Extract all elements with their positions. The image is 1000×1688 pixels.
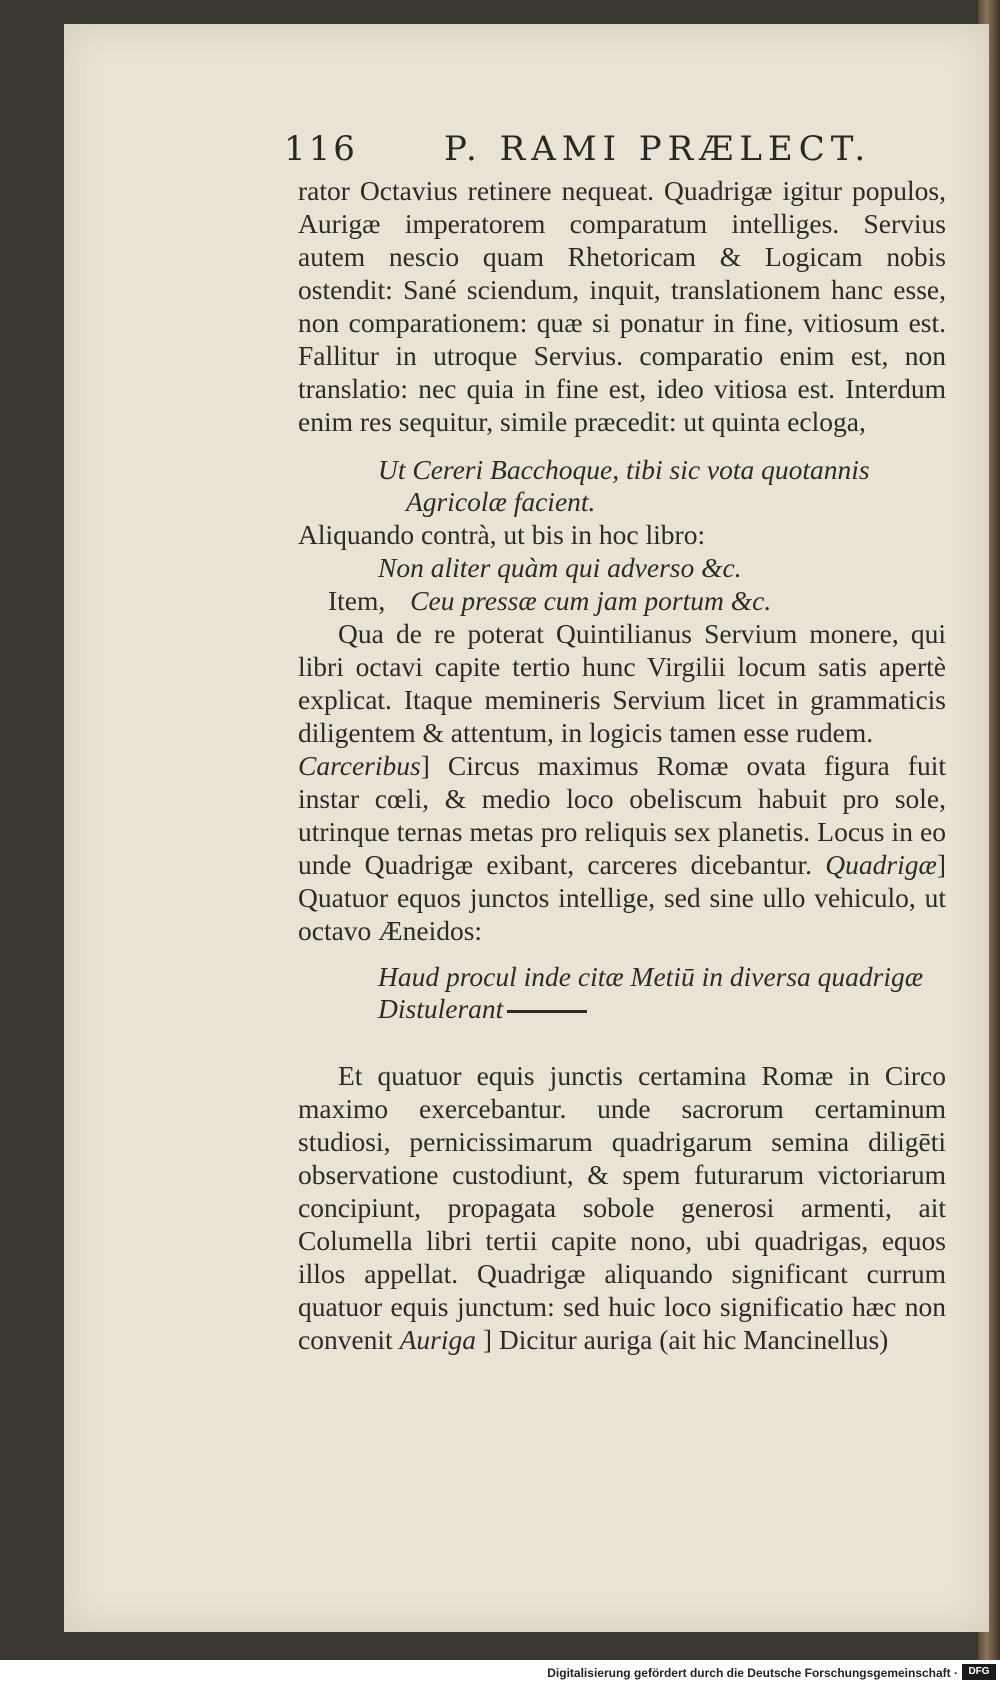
paragraph-text: ] Quatuor equos junctos intellige, sed sine ullo vehiculo, ut octavo Æneidos: xyxy=(298,849,946,946)
running-head xyxy=(284,129,909,177)
paragraph xyxy=(298,749,946,947)
dfg-logo: DFG xyxy=(962,1664,996,1680)
footer-bar xyxy=(0,1660,1000,1688)
verse-line: Ut Cereri Bacchoque, tibi sic vota quotannis xyxy=(378,454,870,485)
paragraph: Aliquando contrà, ut bis in hoc libro: xyxy=(298,519,706,550)
item-label: Item, xyxy=(328,585,386,616)
paragraph xyxy=(298,1059,946,1356)
verse-quotation: Non aliter quàm qui adverso &c. xyxy=(378,552,742,583)
verse-line: Distulerant xyxy=(378,993,504,1024)
lemma: Auriga xyxy=(399,1324,476,1355)
verse-quotation xyxy=(298,454,946,518)
funding-credit: Digitalisierung gefördert durch die Deutsche Forschungsgemeinschaft · xyxy=(547,1666,958,1680)
verse-line-with-dash xyxy=(378,993,946,1025)
paragraph-text: Et quatuor equis junctis certamina Romæ in Circo maximo exercebantur. unde sacrorum certaminum studiosi, pernicissimarum quadrigarum semina diligēti observatione custodiunt, & spem futurarum victoriarum concipiunt, propagata sobole generosi armenti, ait Columella libri tertii capite nono, ubi quadrigas, equos illos appellat. Quadrigæ aliquando significant currum quatuor equis junctum: sed huic loco significatio hæc non convenit xyxy=(298,1060,946,1355)
paragraph: Qua de re poterat Quintilianus Servium monere, qui libri octavi capite tertio hunc Virgilii locum satis apertè explicat. Itaque memineris Servium licet in grammaticis diligentem & attentum, in logicis tamen esse rudem. xyxy=(298,618,946,748)
verse-quotation xyxy=(298,961,946,1025)
dash-rule xyxy=(507,1010,587,1013)
lemma: Quadrigæ xyxy=(825,849,937,880)
page-number: 116 xyxy=(284,129,358,169)
lemma: Carceribus xyxy=(298,750,421,781)
verse-line: Agricolæ facient. xyxy=(406,486,596,517)
main-text xyxy=(298,174,946,1356)
verse-quotation: Ceu pressæ cum jam portum &c. xyxy=(410,585,772,616)
verse-line: Haud procul inde citæ Metiū in diversa quadrigæ xyxy=(378,961,924,992)
item-line xyxy=(298,584,946,617)
paragraph-text: ] Circus maximus Romæ ovata figura fuit instar cœli, & medio loco obeliscum habuit pro sole, utrinque ternas metas pro reliquis sex planetis. Locus in eo unde Quadrigæ exibant, carceres dicebantur. xyxy=(298,750,946,880)
paragraph: rator Octavius retinere nequeat. Quadrigæ igitur populos, Aurigæ imperatorem comparatum intelliges. Servius autem nescio quam Rhetoricam & Logicam nobis ostendit: Sané sciendum, inquit, translationem hanc esse, non comparationem: quæ si ponatur in fine, vitiosum est. Fallitur in utroque Servius. comparatio enim est, non translatio: nec quia in fine est, ideo vitiosa est. Interdum enim res sequitur, simile præcedit: ut quinta ecloga, xyxy=(298,175,946,437)
running-title: P. RAMI PRÆLECT. xyxy=(444,129,872,169)
paragraph-text: ] Dicitur auriga (ait hic Mancinellus) xyxy=(482,1324,889,1355)
